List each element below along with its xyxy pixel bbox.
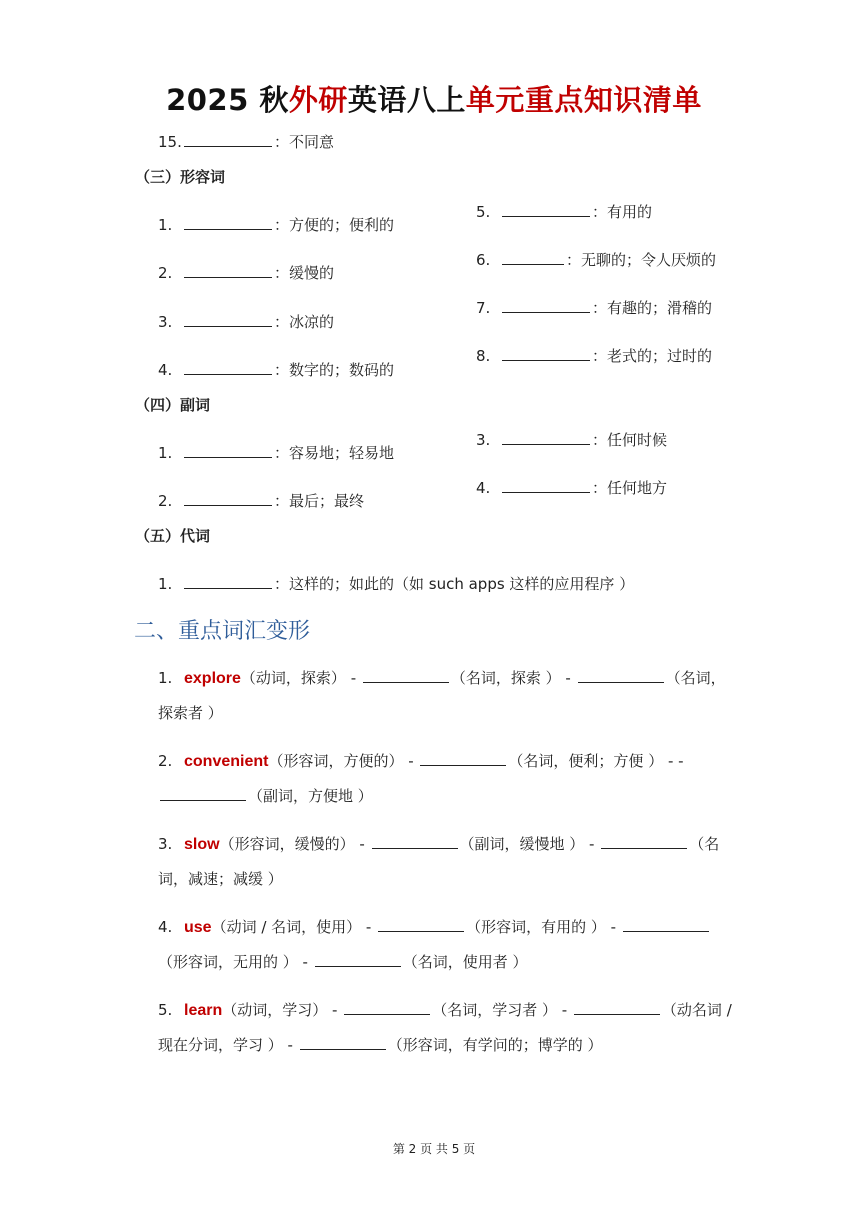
item-meaning: ：这样的；如此的（如 such apps 这样的应用程序 ） [274, 575, 635, 593]
item-meaning: ：无聊的；令人厌烦的 [566, 251, 717, 269]
item-number: 8. [476, 347, 491, 365]
item-number: 1. [158, 575, 173, 593]
keyword: slow [184, 836, 220, 853]
item-number: 3. [476, 431, 491, 449]
word-form-item [158, 993, 738, 1063]
answer-blank[interactable] [502, 299, 590, 313]
item-meaning: ：最后；最终 [274, 492, 365, 510]
item-number: 2. [158, 752, 173, 770]
form-text: （形容词，方便的） - [268, 752, 419, 770]
answer-blank[interactable] [623, 918, 709, 932]
item-number: 4. [476, 479, 491, 497]
form-text: （动名词 / 现在分词，学习 ） - [158, 1001, 732, 1054]
answer-blank[interactable] [378, 918, 464, 932]
item-meaning: ：缓慢的 [274, 264, 335, 282]
answer-blank[interactable] [160, 787, 246, 801]
title-part-3: 英语八上 [347, 83, 466, 117]
form-text: （形容词，有用的 ） - [466, 918, 621, 936]
answer-blank[interactable] [502, 251, 564, 265]
answer-blank[interactable] [184, 444, 272, 458]
answer-blank[interactable] [300, 1036, 386, 1050]
word-form-item [158, 827, 738, 897]
item-number: 4. [158, 918, 173, 936]
item-number: 6. [476, 251, 491, 269]
word-form-item [158, 661, 738, 731]
pron-item [158, 573, 634, 594]
adj-item [158, 311, 334, 332]
adv-item [158, 490, 364, 511]
form-text: （形容词，缓慢的） - [219, 835, 370, 853]
section-heading-word-forms: 二、重点词汇变形 [134, 619, 311, 644]
item-number: 1. [158, 216, 173, 234]
adj-item [158, 214, 394, 235]
answer-blank[interactable] [184, 264, 272, 278]
item-number: 3. [158, 835, 173, 853]
title-part-4: 单元重点知识清单 [465, 83, 702, 117]
form-text: （名词，使用者 ） [402, 953, 528, 971]
keyword: learn [184, 1002, 223, 1019]
title-part-1: 2025 秋 [166, 83, 289, 117]
form-text: （名词，探索者 ） [158, 669, 726, 722]
adj-item [476, 201, 652, 222]
answer-blank[interactable] [372, 835, 458, 849]
answer-blank[interactable] [344, 1001, 430, 1015]
form-text: （名词，探索 ） - [450, 669, 576, 687]
adj-item [158, 359, 394, 380]
item-meaning: ：容易地；轻易地 [274, 444, 395, 462]
item-meaning: ：任何时候 [592, 431, 668, 449]
adv-item [158, 442, 394, 463]
form-text: （动词，学习） - [222, 1001, 343, 1019]
answer-blank[interactable] [184, 492, 272, 506]
item-meaning: ：有用的 [592, 203, 653, 221]
title-part-2: 外研 [288, 83, 348, 117]
answer-blank[interactable] [502, 431, 590, 445]
section-heading-pronouns: （五）代词 [135, 527, 211, 545]
keyword: use [184, 919, 212, 936]
adv-item [476, 429, 667, 450]
item-number: 7. [476, 299, 491, 317]
adj-item [476, 297, 712, 318]
section-heading-adjectives: （三）形容词 [135, 168, 226, 186]
answer-blank[interactable] [184, 133, 272, 147]
form-text: （名词，学习者 ） - [432, 1001, 572, 1019]
item-meaning: ：冰凉的 [274, 313, 335, 331]
adj-item [476, 249, 716, 270]
page-footer: 第 2 页 共 5 页 [392, 1142, 476, 1156]
form-text: （副词，缓慢地 ） - [459, 835, 600, 853]
form-text: （动词 / 名词，使用） - [211, 918, 377, 936]
form-text: （形容词，有学问的；博学的 ） [387, 1036, 603, 1054]
item-number: 15. [158, 133, 182, 151]
answer-blank[interactable] [502, 479, 590, 493]
answer-blank[interactable] [601, 835, 687, 849]
answer-blank[interactable] [574, 1001, 660, 1015]
adj-item [158, 262, 334, 283]
form-text: （副词，方便地 ） [248, 787, 373, 805]
answer-blank[interactable] [184, 575, 272, 589]
section-heading-adverbs: （四）副词 [135, 396, 211, 414]
form-text: （动词，探索） - [240, 669, 361, 687]
item-meaning: ：老式的；过时的 [592, 347, 713, 365]
keyword: explore [184, 670, 241, 687]
item-meaning: ：方便的；便利的 [274, 216, 395, 234]
answer-blank[interactable] [184, 216, 272, 230]
form-text: （形容词，无用的 ） - [158, 953, 313, 971]
answer-blank[interactable] [315, 953, 401, 967]
item-number: 2. [158, 492, 173, 510]
item-number: 1. [158, 444, 173, 462]
item-meaning: ：不同意 [274, 133, 335, 151]
form-text: （名词，减速；减缓 ） [158, 835, 720, 888]
item-meaning: ：有趣的；滑稽的 [592, 299, 713, 317]
adj-item [476, 345, 712, 366]
item-number: 5. [158, 1001, 173, 1019]
answer-blank[interactable] [502, 347, 590, 361]
form-text: （名词，便利；方便 ） - [508, 752, 679, 770]
item-number: 2. [158, 264, 173, 282]
item-meaning: ：数字的；数码的 [274, 361, 395, 379]
answer-blank[interactable] [184, 361, 272, 375]
word-form-item: 2. convenient（形容词，方便的） - （名词，便利；方便 ） - - （副词，方便地 ） [158, 744, 738, 814]
answer-blank[interactable] [184, 313, 272, 327]
answer-blank[interactable] [420, 752, 506, 766]
answer-blank[interactable] [502, 203, 590, 217]
word-form-item [158, 910, 738, 980]
adv-item [476, 477, 667, 498]
verb-item-15 [158, 131, 334, 152]
page-title [0, 78, 868, 119]
item-number: 1. [158, 669, 173, 687]
item-number: 3. [158, 313, 173, 331]
item-number: 4. [158, 361, 173, 379]
answer-blank[interactable] [363, 669, 449, 683]
item-meaning: ：任何地方 [592, 479, 668, 497]
answer-blank[interactable] [578, 669, 664, 683]
item-number: 5. [476, 203, 491, 221]
keyword: convenient [184, 753, 269, 770]
